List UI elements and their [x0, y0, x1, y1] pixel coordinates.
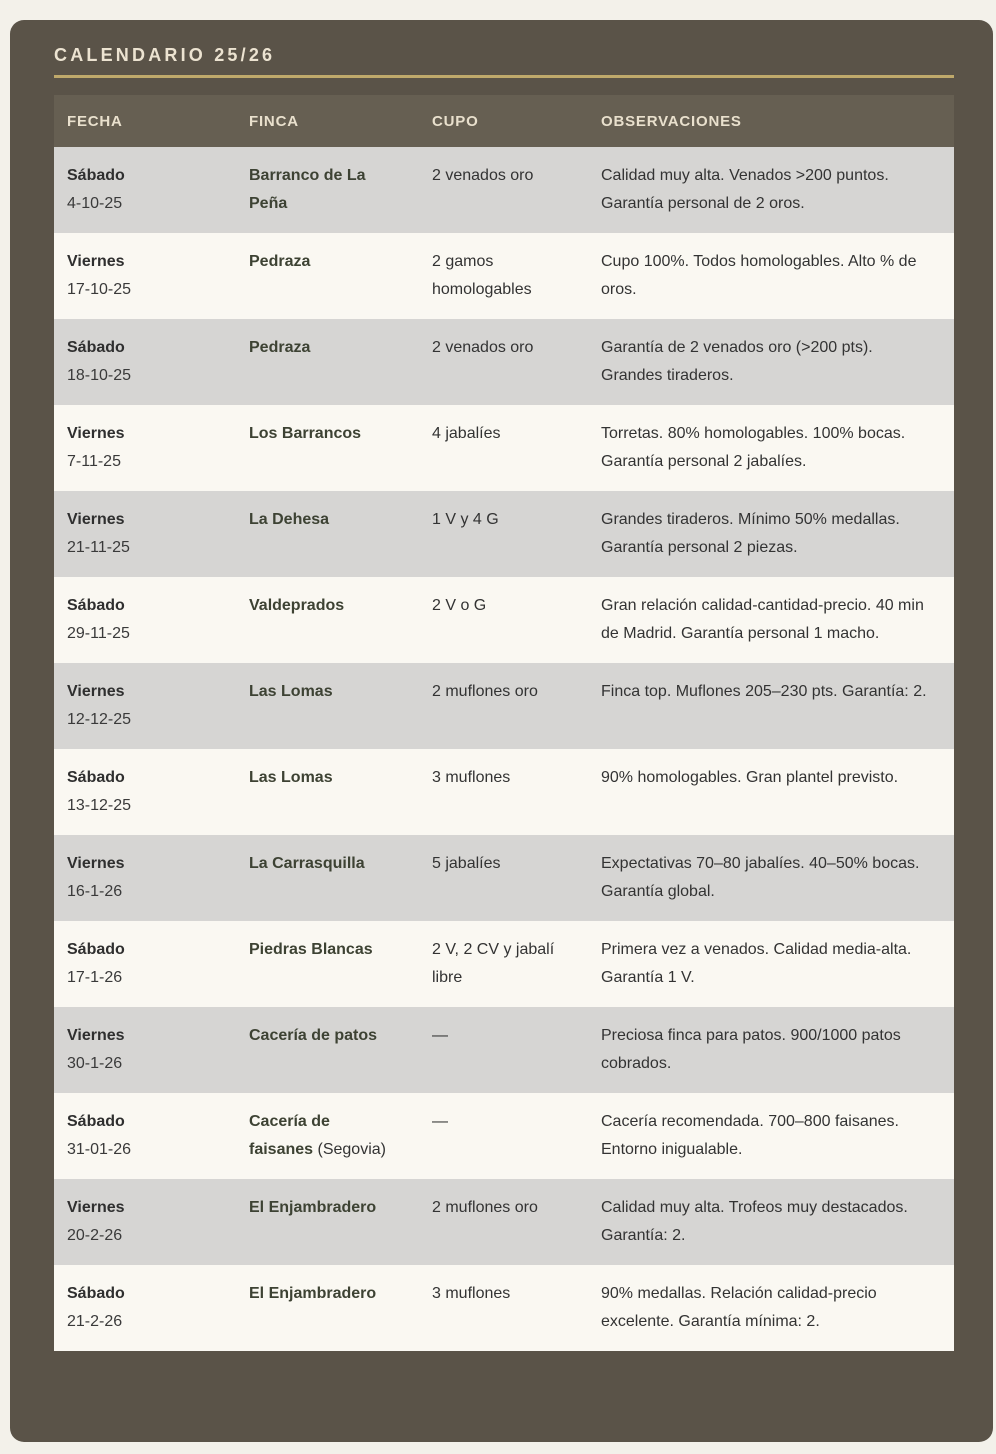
table-row	[54, 1007, 954, 1093]
date-label: 20-2-26	[67, 1226, 123, 1244]
observaciones-cell: Grandes tiraderos. Mínimo 50% medallas. Garantía personal 2 piezas.	[601, 511, 900, 556]
fecha-cell	[54, 1007, 236, 1093]
finca-cell	[236, 1007, 419, 1093]
finca-name: El Enjambradero	[249, 1285, 377, 1302]
table-row	[54, 749, 954, 835]
table-row	[54, 319, 954, 405]
finca-cell	[236, 1093, 419, 1179]
finca-name: Pedraza	[249, 253, 311, 270]
day-label: Sábado	[67, 597, 125, 614]
date-label: 12-12-25	[67, 710, 132, 728]
observaciones-cell: Calidad muy alta. Trofeos muy destacados. Garantía: 2.	[601, 1199, 908, 1244]
finca-name: La Dehesa	[249, 511, 330, 528]
cupo-cell: 3 muflones	[432, 769, 511, 786]
finca-name: Las Lomas	[249, 769, 333, 786]
observaciones-cell: Torretas. 80% homologables. 100% bocas. Garantía personal 2 jabalíes.	[601, 425, 906, 470]
cupo-cell: 2 venados oro	[432, 339, 534, 356]
observaciones-cell: Primera vez a venados. Calidad media-alta. Garantía 1 V.	[601, 941, 912, 986]
fecha-cell	[54, 405, 236, 491]
fecha-cell	[54, 1179, 236, 1265]
finca-name: Valdeprados	[249, 597, 345, 614]
finca-cell	[236, 577, 419, 663]
cupo-cell: 2 gamos homologables	[432, 253, 532, 298]
finca-name: Barranco de La Peña	[249, 167, 366, 212]
cupo-cell: 4 jabalíes	[432, 425, 501, 442]
finca-cell	[236, 147, 419, 233]
fecha-cell	[54, 663, 236, 749]
finca-note: (Segovia)	[313, 1140, 386, 1158]
table-row	[54, 921, 954, 1007]
table-row	[54, 577, 954, 663]
observaciones-cell: Calidad muy alta. Venados >200 puntos. Garantía personal de 2 oros.	[601, 167, 889, 212]
fecha-cell	[54, 835, 236, 921]
date-label: 18-10-25	[67, 366, 132, 384]
date-label: 4-10-25	[67, 194, 123, 212]
observaciones-cell: Gran relación calidad-cantidad-precio. 40 min de Madrid. Garantía personal 1 macho.	[601, 597, 924, 642]
cupo-cell: 3 muflones	[432, 1285, 511, 1302]
finca-cell	[236, 319, 419, 405]
observaciones-cell: Cupo 100%. Todos homologables. Alto % de oros.	[601, 253, 917, 298]
finca-cell	[236, 491, 419, 577]
finca-name: Pedraza	[249, 339, 311, 356]
cupo-cell: 5 jabalíes	[432, 855, 501, 872]
fecha-cell	[54, 749, 236, 835]
date-label: 29-11-25	[67, 624, 130, 642]
finca-cell	[236, 1179, 419, 1265]
finca-cell	[236, 921, 419, 1007]
date-label: 7-11-25	[67, 452, 121, 470]
observaciones-cell: Garantía de 2 venados oro (>200 pts). Grandes tiraderos.	[601, 339, 873, 384]
cupo-cell: —	[432, 1113, 448, 1130]
day-label: Viernes	[67, 511, 125, 528]
cupo-cell: 2 V, 2 CV y jabalí libre	[432, 941, 555, 986]
fecha-cell	[54, 319, 236, 405]
date-label: 21-2-26	[67, 1312, 123, 1330]
observaciones-cell: 90% homologables. Gran plantel previsto.	[601, 769, 899, 786]
day-label: Viernes	[67, 683, 125, 700]
finca-name: Los Barrancos	[249, 425, 362, 442]
day-label: Sábado	[67, 769, 125, 786]
fecha-cell	[54, 233, 236, 319]
table-row	[54, 663, 954, 749]
table-row	[54, 1093, 954, 1179]
finca-name: Cacería de patos	[249, 1027, 378, 1044]
observaciones-cell: Finca top. Muflones 205–230 pts. Garantía: 2.	[601, 683, 927, 700]
day-label: Sábado	[67, 1113, 125, 1130]
date-label: 16-1-26	[67, 882, 123, 900]
cupo-cell: —	[432, 1027, 448, 1044]
fecha-cell	[54, 147, 236, 233]
table-row	[54, 1265, 954, 1351]
finca-cell	[236, 1265, 419, 1351]
gold-divider	[54, 75, 954, 78]
finca-cell	[236, 749, 419, 835]
table-row	[54, 835, 954, 921]
finca-cell	[236, 663, 419, 749]
fecha-cell	[54, 921, 236, 1007]
table-row	[54, 405, 954, 491]
cupo-cell: 2 muflones oro	[432, 683, 538, 700]
finca-name: Cacería de faisanes	[249, 1113, 330, 1158]
day-label: Viernes	[67, 855, 125, 872]
table-row	[54, 233, 954, 319]
day-label: Viernes	[67, 1027, 125, 1044]
fecha-cell	[54, 1265, 236, 1351]
date-label: 17-10-25	[67, 280, 132, 298]
header-fecha: FECHA	[54, 95, 236, 147]
finca-cell	[236, 405, 419, 491]
day-label: Viernes	[67, 425, 125, 442]
day-label: Sábado	[67, 1285, 125, 1302]
finca-name: Las Lomas	[249, 683, 333, 700]
finca-cell	[236, 233, 419, 319]
table-row	[54, 491, 954, 577]
table-header-row	[54, 95, 954, 147]
fecha-cell	[54, 491, 236, 577]
date-label: 30-1-26	[67, 1054, 123, 1072]
finca-name: El Enjambradero	[249, 1199, 377, 1216]
date-label: 17-1-26	[67, 968, 123, 986]
day-label: Viernes	[67, 253, 125, 270]
calendar-title: CALENDARIO 25/26	[54, 45, 276, 65]
finca-name: La Carrasquilla	[249, 855, 365, 872]
cupo-cell: 1 V y 4 G	[432, 511, 499, 528]
day-label: Viernes	[67, 1199, 125, 1216]
date-label: 21-11-25	[67, 538, 130, 556]
date-label: 31-01-26	[67, 1140, 132, 1158]
header-observaciones: OBSERVACIONES	[588, 95, 954, 147]
table-body	[54, 147, 954, 1351]
finca-cell	[236, 835, 419, 921]
observaciones-cell: Cacería recomendada. 700–800 faisanes. Entorno inigualable.	[601, 1113, 899, 1158]
day-label: Sábado	[67, 941, 125, 958]
day-label: Sábado	[67, 167, 125, 184]
calendar-card	[10, 20, 993, 1442]
header-finca: FINCA	[236, 95, 419, 147]
cupo-cell: 2 venados oro	[432, 167, 534, 184]
table-row	[54, 147, 954, 233]
observaciones-cell: Expectativas 70–80 jabalíes. 40–50% bocas. Garantía global.	[601, 855, 920, 900]
date-label: 13-12-25	[67, 796, 132, 814]
observaciones-cell: Preciosa finca para patos. 900/1000 patos cobrados.	[601, 1027, 901, 1072]
cupo-cell: 2 V o G	[432, 597, 487, 614]
fecha-cell	[54, 1093, 236, 1179]
fecha-cell	[54, 577, 236, 663]
day-label: Sábado	[67, 339, 125, 356]
cupo-cell: 2 muflones oro	[432, 1199, 538, 1216]
finca-name: Piedras Blancas	[249, 941, 373, 958]
table-row	[54, 1179, 954, 1265]
header-cupo: CUPO	[419, 95, 588, 147]
calendar-table	[54, 95, 954, 1351]
observaciones-cell: 90% medallas. Relación calidad-precio excelente. Garantía mínima: 2.	[601, 1285, 877, 1330]
